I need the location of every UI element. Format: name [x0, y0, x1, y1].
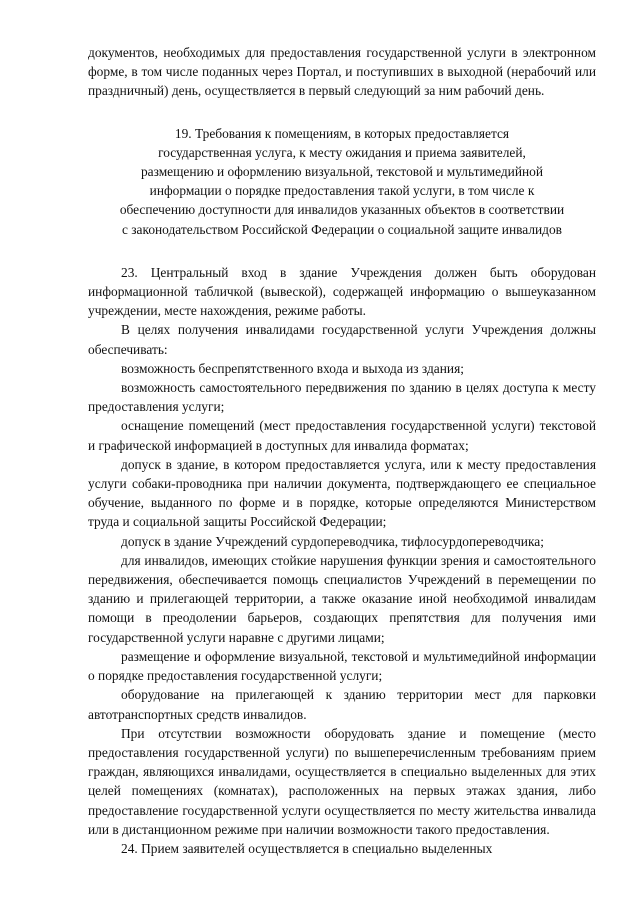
heading-line: размещению и оформлению визуальной, текстовой и мультимедийной: [140, 164, 544, 180]
list-item: для инвалидов, имеющих стойкие нарушения функции зрения и самостоятельного передвижения, обеспечивается помощь специалистов Учреждений в перемещении по зданию и прилегающей территории, а также оказание иной необходимой инвалидам помощи в преодолении барьеров, создающих препятствия для получения ими государственной услуги наравне с другими лицами;: [88, 552, 596, 645]
list-item: допуск в здание Учреждений сурдопереводчика, тифлосурдопереводчика;: [121, 533, 544, 549]
list-item: возможность беспрепятственного входа и выхода из здания;: [121, 360, 464, 376]
heading-line: 19. Требования к помещениям, в которых предоставляется: [174, 125, 510, 141]
heading-line: с законодательством Российской Федерации о социальной защите инвалидов: [121, 221, 563, 237]
list-item: оборудование на прилегающей к зданию территории мест для парковки автотранспортных средств инвалидов.: [88, 687, 596, 722]
heading-line: обеспечению доступности для инвалидов указанных объектов в соответствии: [119, 202, 565, 218]
list-item: допуск в здание, в котором предоставляется услуга, или к месту предоставления услуги собаки-проводника при наличии документа, подтверждающего ее специальное обучение, выданного по форме и в порядке, которые определяются Министерством труда и социальной защиты Российской Федерации;: [88, 456, 596, 530]
list-item: оснащение помещений (мест предоставления государственной услуги) текстовой и графической информацией в доступных для инвалида форматах;: [88, 418, 596, 453]
paragraph-23: 23. Центральный вход в здание Учреждения должен быть оборудован информационной табличкой (вывеской), содержащей информацию о вышеуказанном учреждении, месте нахождения, режиме работы.: [88, 264, 596, 319]
paragraph: В целях получения инвалидами государственной услуги Учреждения должны обеспечивать:: [88, 322, 596, 357]
list-item: возможность самостоятельного передвижения по зданию в целях доступа к месту предоставления услуги;: [88, 380, 596, 415]
heading-line: государственная услуга, к месту ожидания и приема заявителей,: [158, 144, 526, 160]
list-item: размещение и оформление визуальной, текстовой и мультимедийной информации о порядке предоставления государственной услуги;: [88, 648, 596, 684]
section-heading: [88, 124, 596, 239]
paragraph-24: 24. Прием заявителей осуществляется в специально выделенных: [121, 840, 493, 856]
paragraph: При отсутствии возможности оборудовать здание и помещение (место предоставления государственной услуги) по вышеперечисленным требованиям прием граждан, являющихся инвалидами, осуществляется в специально выделенных для этих целей помещениях (комнатах), расположенных на первых этажах здания, либо предоставление государственной услуги осуществляется по месту жительства инвалида или в дистанционном режиме при наличии возможности такого предоставления.: [88, 725, 596, 837]
continuation-paragraph: документов, необходимых для предоставления государственной услуги в электронном форме, в том числе поданных через Портал, и поступивших в выходной (нерабочий или праздничный) день, осуществляется в первый следующий за ним рабочий день.: [88, 45, 596, 99]
heading-line: информации о порядке предоставления такой услуги, в том числе к: [149, 183, 535, 199]
